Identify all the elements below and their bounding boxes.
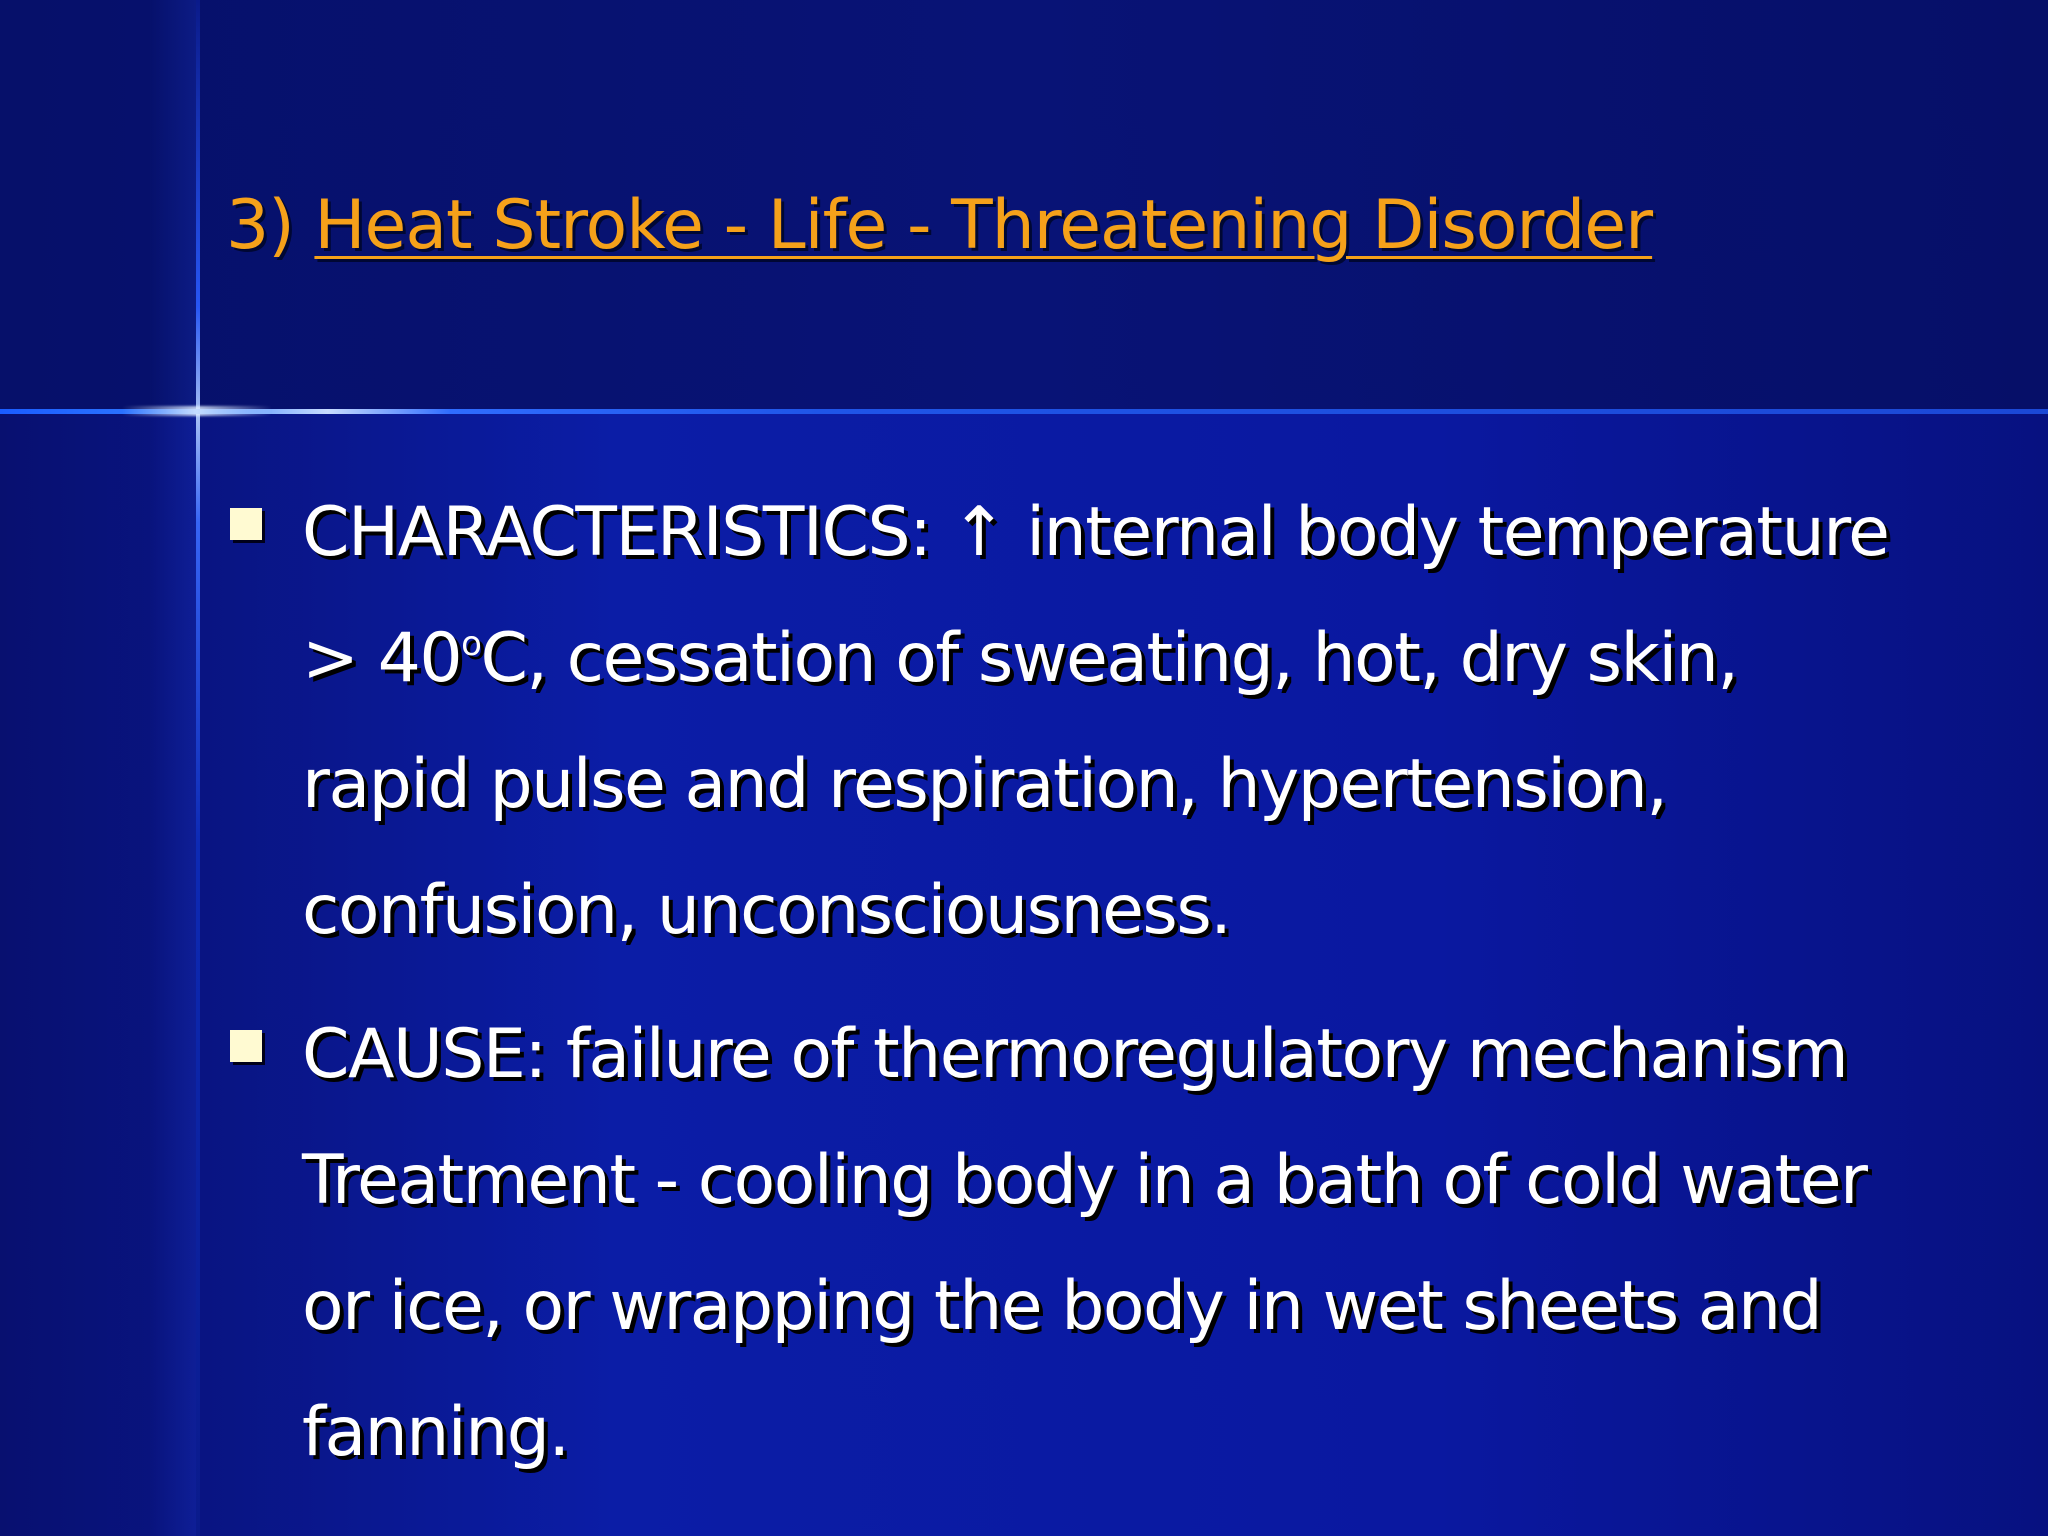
bullet-line: fanning.: [302, 1393, 569, 1472]
vertical-glow: [150, 0, 200, 1536]
title-prefix: 3): [226, 186, 315, 265]
bullet-line: or ice, or wrapping the body in wet sheets and: [302, 1267, 1822, 1346]
slide-title: [226, 186, 1652, 265]
square-bullet-icon: [230, 508, 262, 540]
cross-highlight: [122, 406, 272, 416]
title-text: Heat Stroke - Life - Threatening Disorder: [314, 186, 1653, 265]
bullet-text: C, cessation of sweating, hot, dry skin,: [480, 619, 1738, 698]
bullet-characteristics: [230, 470, 2030, 974]
square-bullet-icon: [230, 1030, 262, 1062]
horizontal-accent-line: [0, 409, 2048, 414]
bullet-line: CAUSE: failure of thermoregulatory mechanism: [302, 1015, 1848, 1094]
bullet-text: > 40: [302, 619, 462, 698]
bullet-line: [302, 596, 2030, 722]
bullet-line: rapid pulse and respiration, hypertension,: [302, 745, 1667, 824]
bullet-line: CHARACTERISTICS: ↑ internal body temperature: [302, 493, 1889, 572]
bullet-line: confusion, unconsciousness.: [302, 871, 1231, 950]
vertical-accent-line: [196, 0, 200, 1536]
degree-superscript: o: [461, 624, 481, 664]
bullet-list: [230, 470, 2030, 1514]
bullet-line: Treatment - cooling body in a bath of cold water: [302, 1141, 1867, 1220]
bullet-cause: [230, 992, 2030, 1496]
